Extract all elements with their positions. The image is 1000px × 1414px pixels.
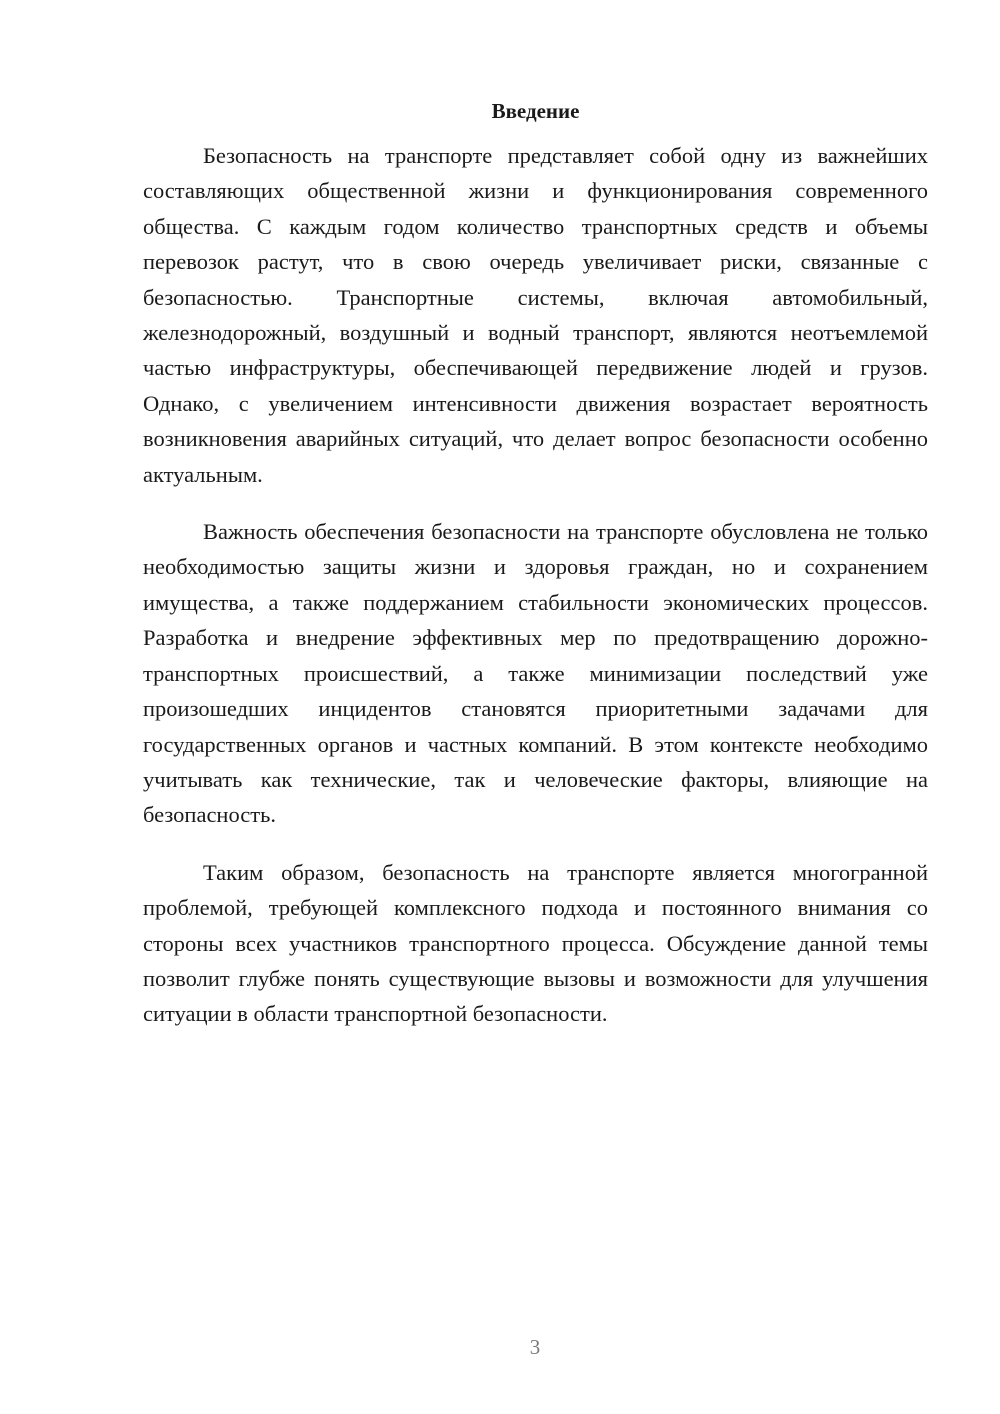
page-content [143, 96, 928, 1054]
paragraph-2: Важность обеспечения безопасности на транспорте обусловлена не только необходимостью защиты жизни и здоровья граждан, но и сохранением имущества, а также поддержанием стабильности экономических процессов. Разработка и внедрение эффективных мер по предотвращению дорожно-транспортных происшествий, а также минимизации последствий уже произошедших инцидентов становятся приоритетными задачами для государственных органов и частных компаний. В этом контексте необходимо учитывать как технические, так и человеческие факторы, влияющие на безопасность. [143, 519, 928, 828]
paragraph-1: Безопасность на транспорте представляет собой одну из важнейших составляющих общественной жизни и функционирования современного общества. С каждым годом количество транспортных средств и объемы перевозок растут, что в свою очередь увеличивает риски, связанные с безопасностью. Транспортные системы, включая автомобильный, железнодорожный, воздушный и водный транспорт, являются неотъемлемой частью инфраструктуры, обеспечивающей передвижение людей и грузов. Однако, с увеличением интенсивности движения возрастает вероятность возникновения аварийных ситуаций, что делает вопрос безопасности особенно актуальным. [143, 143, 928, 487]
section-heading: Введение [491, 99, 580, 123]
paragraph-3: Таким образом, безопасность на транспорте является многогранной проблемой, требующей комплексного подхода и постоянного внимания со стороны всех участников транспортного процесса. Обсуждение данной темы позволит глубже понять существующие вызовы и возможности для улучшения ситуации в области транспортной безопасности. [143, 859, 928, 1027]
page-number: 3 [529, 1335, 541, 1359]
